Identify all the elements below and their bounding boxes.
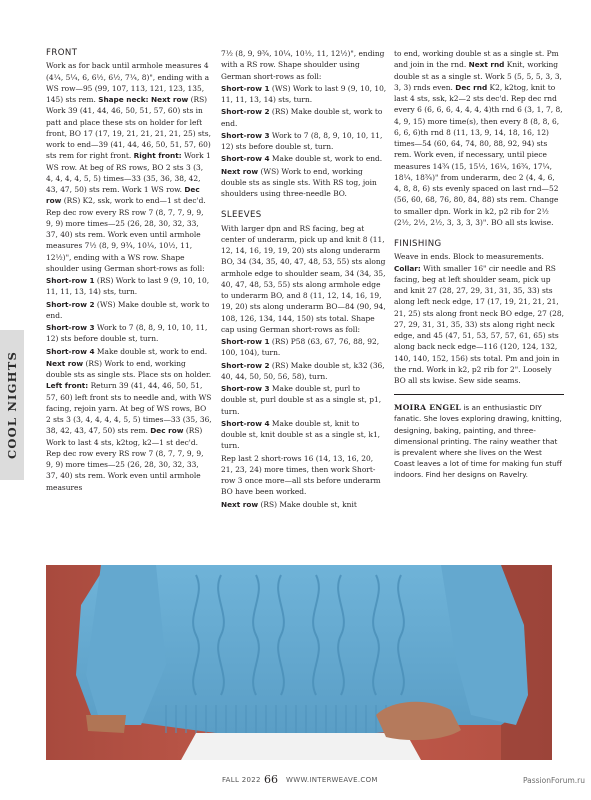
front-short-row-1: Short-row 1 (RS) Work to last 9 (9, 10, 10, 11, 11, 13, 14) sts, turn. [46,276,210,297]
sleeve-next-row: Next row (RS) Make double st, knit [221,499,357,509]
sleeves-paragraph: With larger dpn and RS facing, beg at center of underarm, pick up and knit 8 (11, 12, 14, 16, 19, 19, 20) sts along underarm BO, 34 (34, 35, 40, 47, 48, 53, 55) sts along armhole edge to shoulder seam, 34 (34, 35, 40, 47, 48, 53, 55) sts along armhole edge to underarm BO, and 8 (11, 12, 14, 16, 19, 19, 20) sts along underarm BO—84 (90, 94, 108, 126, 134, 144, 150) sts total. Shape cap using German short-rows as foll: [221,223,386,334]
designer-name: MOIRA ENGEL [394,403,462,413]
sweater-photo [46,565,552,760]
left-short-row-4: Short-row 4 Make double st, work to end. [221,154,383,164]
front-short-row-4: Short-row 4 Make double st, work to end. [46,346,208,356]
website-link[interactable]: WWW.INTERWEAVE.COM [286,776,378,784]
section-tab-label: COOL NIGHTS [5,351,20,459]
column-1 [46,48,212,493]
heading-sleeves: SLEEVES [221,210,262,221]
front-paragraph-1: Work as for back until armhole measures 4 (4¼, 5¼, 6, 6½, 6½, 7¼, 8)", ending with a WS row—95 (99, 107, 113, 121, 123, 135, 145) sts rem. Shape neck: Next row (RS) Work 39 (41, 44, 46, 50, 51, 57, 60) sts in patt and place these sts on holder for left front, BO 17 (17, 19, 21, 21, 21, 21, 25) sts, work to end—39 (41, 44, 46, 50, 51, 57, 60) sts rem for right front. Right front: Work 1 WS row. At beg of RS rows, BO 2 sts 3 (3, 4, 4, 4, 4, 5, 5) times—33 (35, 36, 38, 42, 43, 47, 50) sts rem. Work 1 WS row. Dec row (RS) K2, ssk, work to end—1 st dec'd. Rep dec row every RS row 7 (8, 7, 7, 9, 9, 9, 9) more times—25 (26, 28, 30, 32, 33, 37, 40) sts rem. Work even until armhole measures 7½ (8, 9, 9¾, 10¼, 10½, 11, 12½)", ending with a WS row. Shape shoulder using German short-rows as foll: [46,61,211,273]
designer-bio [394,394,564,480]
front-paragraph-2: Next row (RS) Work to end, working double sts as single sts. Place sts on holder. Left front: Return 39 (41, 44, 46, 50, 51, 57, 60) left front sts to needle and, with WS facing, rejoin yarn. At beg of WS rows, BO 2 sts 3 (3, 4, 4, 4, 4, 5, 5) times—33 (35, 36, 38, 42, 43, 47, 50) sts rem. Dec row (RS) Work to last 4 sts, k2tog, k2—1 st dec'd. Rep dec row every RS row 7 (8, 7, 7, 9, 9, 9, 9) more times—25 (26, 28, 30, 32, 33, 37, 40) sts rem. Work even until armhole measures [46,358,212,492]
sleeve-short-row-1: Short-row 1 (RS) P58 (63, 67, 76, 88, 92, 100, 104), turn. [221,337,380,358]
white-pants [181,733,421,760]
page-footer [0,774,591,788]
sleeve-repeat-paragraph: Rep last 2 short-rows 16 (14, 13, 16, 20, 21, 23, 24) more times, then work Short-row 3 once more—all sts before underarm BO have been worked. [221,453,381,497]
heading-finishing: FINISHING [394,239,442,249]
finishing-paragraph: Weave in ends. Block to measurements. Collar: With smaller 16" cir needle and RS facing, beg at left shoulder seam, pick up and knit 27 (28, 27, 29, 31, 31, 35, 33) sts along left neck edge, 17 (17, 19, 21, 21, 21, 21, 25) sts along front neck BO edge, 27 (28, 27, 29, 31, 31, 35, 33) sts along right neck edge, and 45 (47, 51, 53, 57, 57, 61, 65) sts along back neck edge—116 (120, 124, 132, 140, 140, 152, 156) sts total. Pm and join in the rnd. Work in k2, p2 rib for 2". Loosely BO all sts kwise. Sew side seams. [394,252,564,385]
sleeve-short-row-2: Short-row 2 (RS) Make double st, k32 (36, 40, 44, 50, 50, 56, 58), turn. [221,360,385,381]
left-short-row-2: Short-row 2 (RS) Make double st, work to end. [221,107,383,128]
left-short-row-3: Short-row 3 Work to 7 (8, 8, 9, 10, 10, 11, 12) sts before double st, turn. [221,130,383,151]
section-tab [0,330,24,480]
join-shoulders-paragraph: Next row (WS) Work to end, working double sts as single sts. With RS tog, join shoulders using three-needle BO. [221,166,377,198]
watermark: PassionForum.ru [522,776,585,785]
page-number: 66 [264,773,278,786]
sleeve-short-row-4: Short-row 4 Make double st, knit to double st, knit double st as a single st, k1, turn. [221,418,381,451]
designer-bio-text: is an enthusiastic DIY fanatic. She loves exploring drawing, knitting, designing, baking, painting, and three-dimensional printing. The rainy weather that is prevalent where she lives on the West Coast leaves a lot of time for making fun stuff indoors. Find her designs on Ravelry. [394,403,562,480]
column-2 [221,48,387,510]
front-continued-paragraph: 7½ (8, 9, 9¾, 10¼, 10½, 11, 12½)", ending with a RS row. Shape shoulder using German short-rows as foll: [221,49,385,81]
front-short-row-2: Short-row 2 (WS) Make double st, work to end. [46,299,210,320]
sleeve-short-row-3: Short-row 3 Make double st, purl to double st, purl double st as a single st, p1, turn. [221,384,382,416]
column-3 [394,48,564,481]
issue-label: FALL 2022 [222,776,261,784]
front-short-row-3: Short-row 3 Work to 7 (8, 8, 9, 10, 10, 11, 12) sts before double st, turn. [46,323,208,344]
heading-front: FRONT [46,48,78,58]
left-short-row-1: Short-row 1 (WS) Work to last 9 (9, 10, 10, 11, 11, 13, 14) sts, turn. [221,83,387,104]
left-wrist [86,715,126,733]
sleeve-continued-paragraph: to end, working double st as a single st. Pm and join in the rnd. Next rnd Knit, working double st as a single st. Work 5 (5, 5, 5, 3, 3, 3, 3) rnds even. Dec rnd K2, k2tog, knit to last 4 sts, ssk, k2—2 sts dec'd. Rep dec rnd every 6 (6, 6, 6, 4, 4, 4, 4)th rnd 6 (3, 1, 7, 8, 4, 9, 15) more time(s), then every 8 (8, 8, 6, 6, 6, 6)th rnd 8 (11, 13, 9, 14, 18, 16, 12) times—54 (60, 64, 74, 80, 88, 92, 94) sts rem. Work even, if necessary, until piece measures 14¾ (15, 15½, 16¼, 16¾, 17¼, 18¼, 18¾)" from underarm, dec 2 (4, 4, 6, 4, 8, 8, 6) sts evenly spaced on last rnd—52 (56, 60, 68, 76, 80, 84, 88) sts rem. Change to smaller dpn. Work in k2, p2 rib for 2½ (2½, 2½, 2½, 3, 3, 3, 3)". BO all sts kwise. [394,49,563,227]
